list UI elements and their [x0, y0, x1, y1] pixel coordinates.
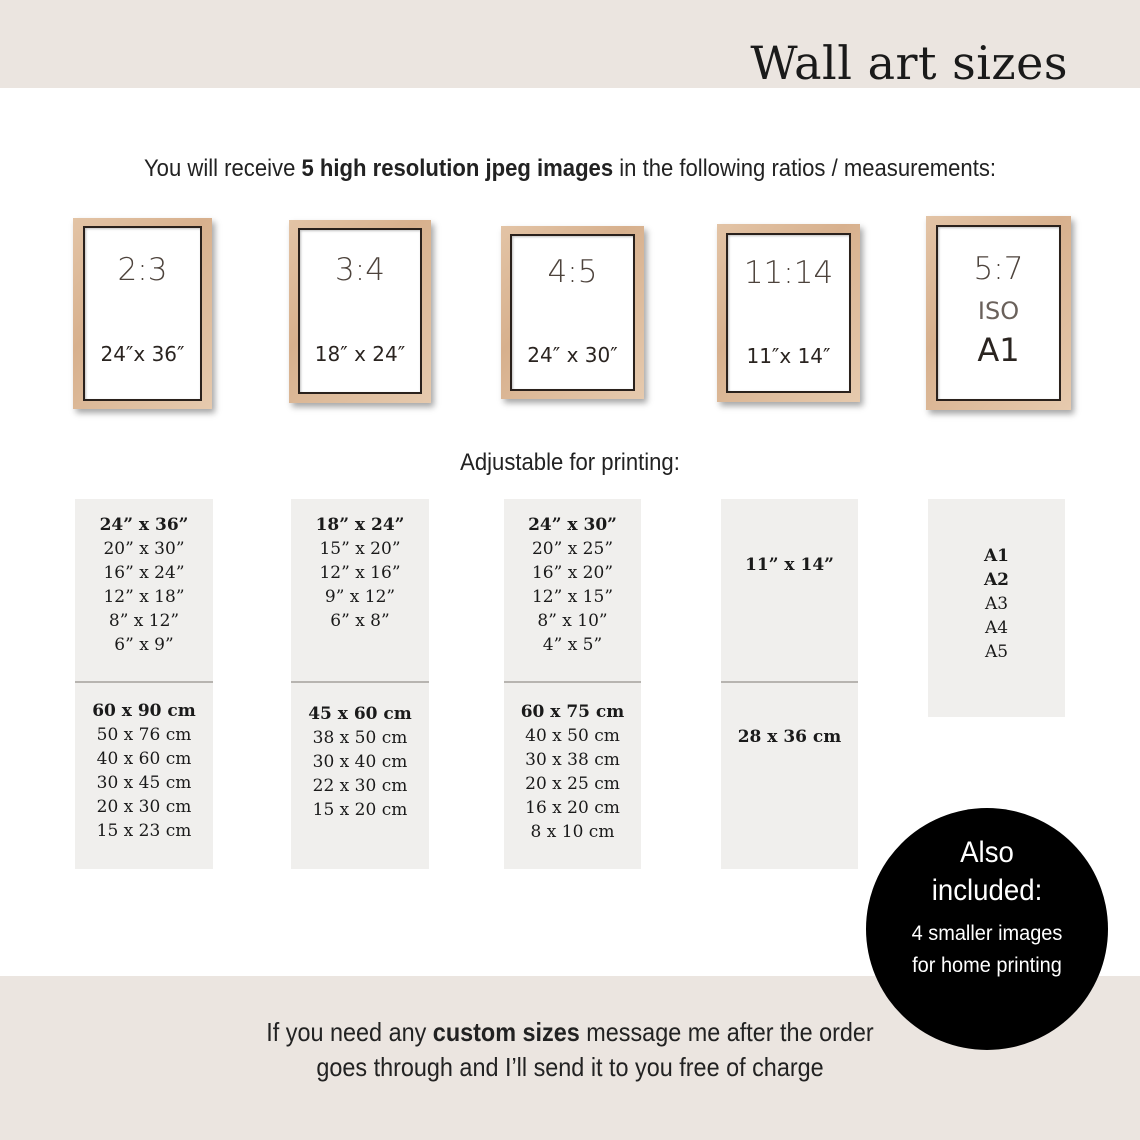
ratio-label: 11:14 — [743, 255, 834, 291]
page-title: Wall art sizes — [750, 36, 1068, 90]
intro-suffix: in the following ratios / measurements: — [613, 155, 997, 182]
list-item: 16 x 20 cm — [525, 798, 620, 818]
list-item: A5 — [984, 642, 1009, 662]
ratio-label: 2:3 — [117, 252, 168, 288]
frame-mat — [510, 234, 635, 391]
column-divider — [291, 681, 429, 683]
ratio-label: 3:4 — [335, 252, 385, 288]
iso-list — [928, 544, 1065, 664]
badge-sub-line: for home printing — [912, 954, 1062, 977]
list-item: 60 x 90 cm — [92, 701, 196, 721]
intro-prefix: You will receive — [143, 155, 302, 182]
dims-label: 24″x 36″ — [100, 342, 185, 366]
size-column-4-5 — [504, 499, 641, 869]
list-item: 45 x 60 cm — [308, 704, 412, 724]
inch-list — [504, 513, 641, 657]
badge-title — [876, 834, 1099, 910]
size-column-3-4 — [291, 499, 429, 869]
list-item: 20” x 25” — [531, 539, 614, 559]
list-item: 30 x 40 cm — [312, 752, 408, 772]
list-item: 9” x 12” — [324, 587, 396, 607]
iso-size-label: A1 — [977, 331, 1020, 369]
list-item: 38 x 50 cm — [312, 728, 408, 748]
badge-subtitle — [872, 918, 1102, 982]
frame-2-3 — [73, 218, 212, 409]
frame-5-7 — [926, 216, 1071, 410]
column-divider — [721, 681, 858, 683]
badge-sub-line: 4 smaller images — [911, 922, 1063, 945]
frame-3-4 — [289, 220, 431, 403]
list-item: 11” x 14” — [745, 555, 834, 575]
list-item: 30 x 45 cm — [96, 773, 192, 793]
custom-note-line2: goes through and I’ll send it to you free of charge — [316, 1052, 824, 1082]
dims-label: 18″ x 24″ — [314, 342, 406, 366]
list-item: 50 x 76 cm — [96, 725, 192, 745]
size-column-2-3 — [75, 499, 213, 869]
list-item: 15 x 23 cm — [96, 821, 192, 841]
list-item: 15 x 20 cm — [312, 800, 408, 820]
ratio-label: 4:5 — [547, 254, 598, 290]
cm-list — [721, 725, 858, 749]
list-item: 20” x 30” — [103, 539, 185, 559]
custom-note-prefix: If you need any — [266, 1017, 433, 1047]
list-item: 60 x 75 cm — [520, 702, 625, 722]
size-column-11-14 — [721, 499, 858, 869]
list-item: 12” x 15” — [531, 587, 614, 607]
frame-4-5 — [501, 226, 644, 399]
badge-title-line: Also — [960, 836, 1014, 869]
list-item: 4” x 5” — [542, 635, 603, 655]
list-item: 30 x 38 cm — [525, 750, 620, 770]
list-item: 18” x 24” — [315, 515, 405, 535]
frame-mat — [936, 225, 1061, 401]
list-item: A4 — [984, 618, 1009, 638]
list-item: 20 x 25 cm — [525, 774, 620, 794]
inch-list — [721, 553, 858, 577]
frame-mat — [298, 228, 422, 394]
custom-note-suffix: message me after the order — [579, 1017, 874, 1047]
cm-list — [75, 699, 213, 843]
intro-bold: 5 high resolution jpeg images — [301, 155, 614, 182]
list-item: A3 — [984, 594, 1009, 614]
frame-11-14 — [717, 224, 860, 402]
list-item: 8 x 10 cm — [530, 822, 615, 842]
inch-list — [75, 513, 213, 657]
dims-label: 24″ x 30″ — [527, 343, 618, 367]
custom-note-line1 — [57, 1015, 1083, 1050]
also-included-badge — [866, 808, 1108, 1050]
inch-list — [291, 513, 429, 633]
list-item: 22 x 30 cm — [312, 776, 408, 796]
list-item: 28 x 36 cm — [737, 727, 842, 747]
ratio-label: 5:7 — [973, 251, 1024, 287]
list-item: 12” x 16” — [319, 563, 401, 583]
list-item: 8” x 10” — [537, 611, 608, 631]
column-divider — [75, 681, 213, 683]
list-item: A1 — [983, 546, 1010, 566]
list-item: 16” x 20” — [531, 563, 614, 583]
list-item: 40 x 60 cm — [96, 749, 192, 769]
list-item: 15” x 20” — [319, 539, 401, 559]
cm-list — [504, 700, 641, 844]
custom-sizes-note — [57, 1015, 1083, 1085]
list-item: 6” x 9” — [114, 635, 174, 655]
list-item: A2 — [983, 570, 1010, 590]
frame-mat — [83, 226, 202, 401]
adjustable-heading: Adjustable for printing: — [460, 449, 680, 476]
list-item: 40 x 50 cm — [525, 726, 620, 746]
list-item: 12” x 18” — [103, 587, 185, 607]
badge-title-line: included: — [931, 874, 1043, 907]
intro-text — [46, 155, 1095, 183]
list-item: 6” x 8” — [330, 611, 390, 631]
cm-list — [291, 702, 429, 822]
custom-note-bold: custom sizes — [432, 1017, 580, 1047]
column-divider — [504, 681, 641, 683]
frame-mat — [726, 233, 851, 393]
list-item: 8” x 12” — [108, 611, 180, 631]
list-item: 24” x 30” — [528, 515, 617, 535]
list-item: 24” x 36” — [99, 515, 189, 535]
dims-label: 11″x 14″ — [746, 344, 831, 368]
list-item: 20 x 30 cm — [96, 797, 192, 817]
size-column-iso — [928, 499, 1065, 717]
iso-label: ISO — [977, 297, 1020, 325]
list-item: 16” x 24” — [103, 563, 185, 583]
